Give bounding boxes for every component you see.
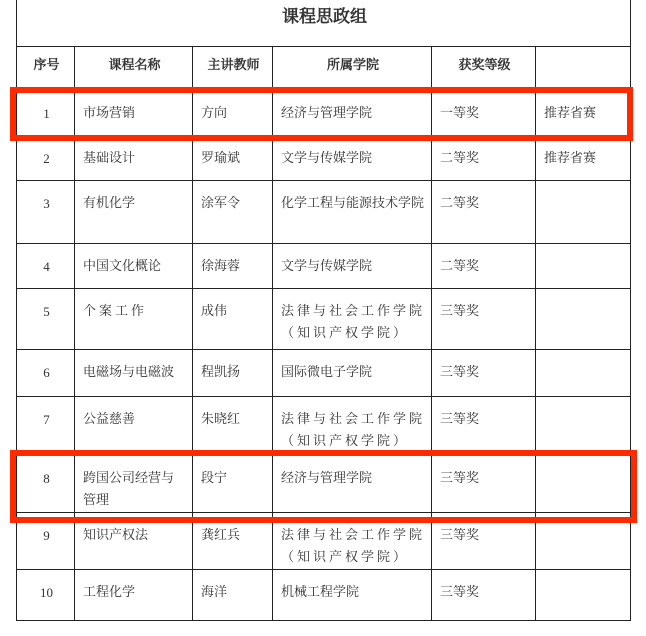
row-seq: 4 [17, 243, 75, 288]
row-extra [536, 180, 631, 243]
row-award: 二等奖 [432, 243, 536, 288]
row-college: 国际微电子学院 [273, 349, 432, 396]
row-course: 电磁场与电磁波 [75, 349, 193, 396]
row-teacher: 徐海蓉 [193, 243, 273, 288]
row-seq: 10 [17, 569, 75, 620]
row-seq: 2 [17, 135, 75, 180]
row-award: 一等奖 [432, 90, 536, 135]
table-row [17, 90, 631, 135]
row-extra: 推荐省赛 [536, 135, 631, 180]
row-course: 知识产权法 [75, 512, 193, 569]
table-row [17, 349, 631, 396]
table-row [17, 512, 631, 569]
row-teacher: 程凯扬 [193, 349, 273, 396]
row-teacher: 方向 [193, 90, 273, 135]
row-seq: 1 [17, 90, 75, 135]
header-seq: 序号 [17, 46, 75, 90]
table-row [17, 455, 631, 512]
row-award: 三等奖 [432, 569, 536, 620]
table-title: 课程思政组 [17, 0, 631, 46]
header-course: 课程名称 [75, 46, 193, 90]
row-college: 机械工程学院 [273, 569, 432, 620]
row-college: 经济与管理学院 [273, 455, 432, 512]
row-extra: 推荐省赛 [536, 90, 631, 135]
row-seq: 7 [17, 396, 75, 455]
row-course: 基础设计 [75, 135, 193, 180]
table-row [17, 243, 631, 288]
row-course: 有机化学 [75, 180, 193, 243]
header-row [17, 46, 631, 90]
row-college: 文学与传媒学院 [273, 135, 432, 180]
row-course: 个案工作 [75, 288, 193, 349]
row-teacher: 罗瑜斌 [193, 135, 273, 180]
table-row [17, 288, 631, 349]
row-college: 化学工程与能源技术学院 [273, 180, 432, 243]
row-course: 市场营销 [75, 90, 193, 135]
row-course: 跨国公司经营与管理 [75, 455, 193, 512]
row-award: 三等奖 [432, 288, 536, 349]
title-row [17, 0, 631, 46]
header-teacher: 主讲教师 [193, 46, 273, 90]
row-seq: 5 [17, 288, 75, 349]
row-course: 公益慈善 [75, 396, 193, 455]
row-college: 法律与社会工作学院（知识产权学院） [273, 288, 432, 349]
row-seq: 3 [17, 180, 75, 243]
row-college: 文学与传媒学院 [273, 243, 432, 288]
header-extra [536, 46, 631, 90]
row-extra [536, 455, 631, 512]
table-row [17, 135, 631, 180]
row-award: 二等奖 [432, 135, 536, 180]
row-extra [536, 349, 631, 396]
row-course: 工程化学 [75, 569, 193, 620]
row-award: 三等奖 [432, 349, 536, 396]
row-teacher: 成伟 [193, 288, 273, 349]
row-college: 法律与社会工作学院（知识产权学院） [273, 512, 432, 569]
row-extra [536, 512, 631, 569]
row-teacher: 龚红兵 [193, 512, 273, 569]
row-seq: 6 [17, 349, 75, 396]
row-teacher: 涂军令 [193, 180, 273, 243]
row-teacher: 海洋 [193, 569, 273, 620]
row-award: 三等奖 [432, 512, 536, 569]
header-award: 获奖等级 [432, 46, 536, 90]
row-college: 经济与管理学院 [273, 90, 432, 135]
table-row [17, 569, 631, 620]
row-college: 法律与社会工作学院（知识产权学院） [273, 396, 432, 455]
row-course: 中国文化概论 [75, 243, 193, 288]
row-extra [536, 288, 631, 349]
award-table [16, 0, 631, 621]
row-award: 三等奖 [432, 455, 536, 512]
row-extra [536, 243, 631, 288]
row-award: 二等奖 [432, 180, 536, 243]
row-seq: 9 [17, 512, 75, 569]
header-college: 所属学院 [273, 46, 432, 90]
row-seq: 8 [17, 455, 75, 512]
table-row [17, 396, 631, 455]
row-extra [536, 396, 631, 455]
row-teacher: 朱晓红 [193, 396, 273, 455]
row-extra [536, 569, 631, 620]
table-row [17, 180, 631, 243]
row-teacher: 段宁 [193, 455, 273, 512]
row-award: 三等奖 [432, 396, 536, 455]
